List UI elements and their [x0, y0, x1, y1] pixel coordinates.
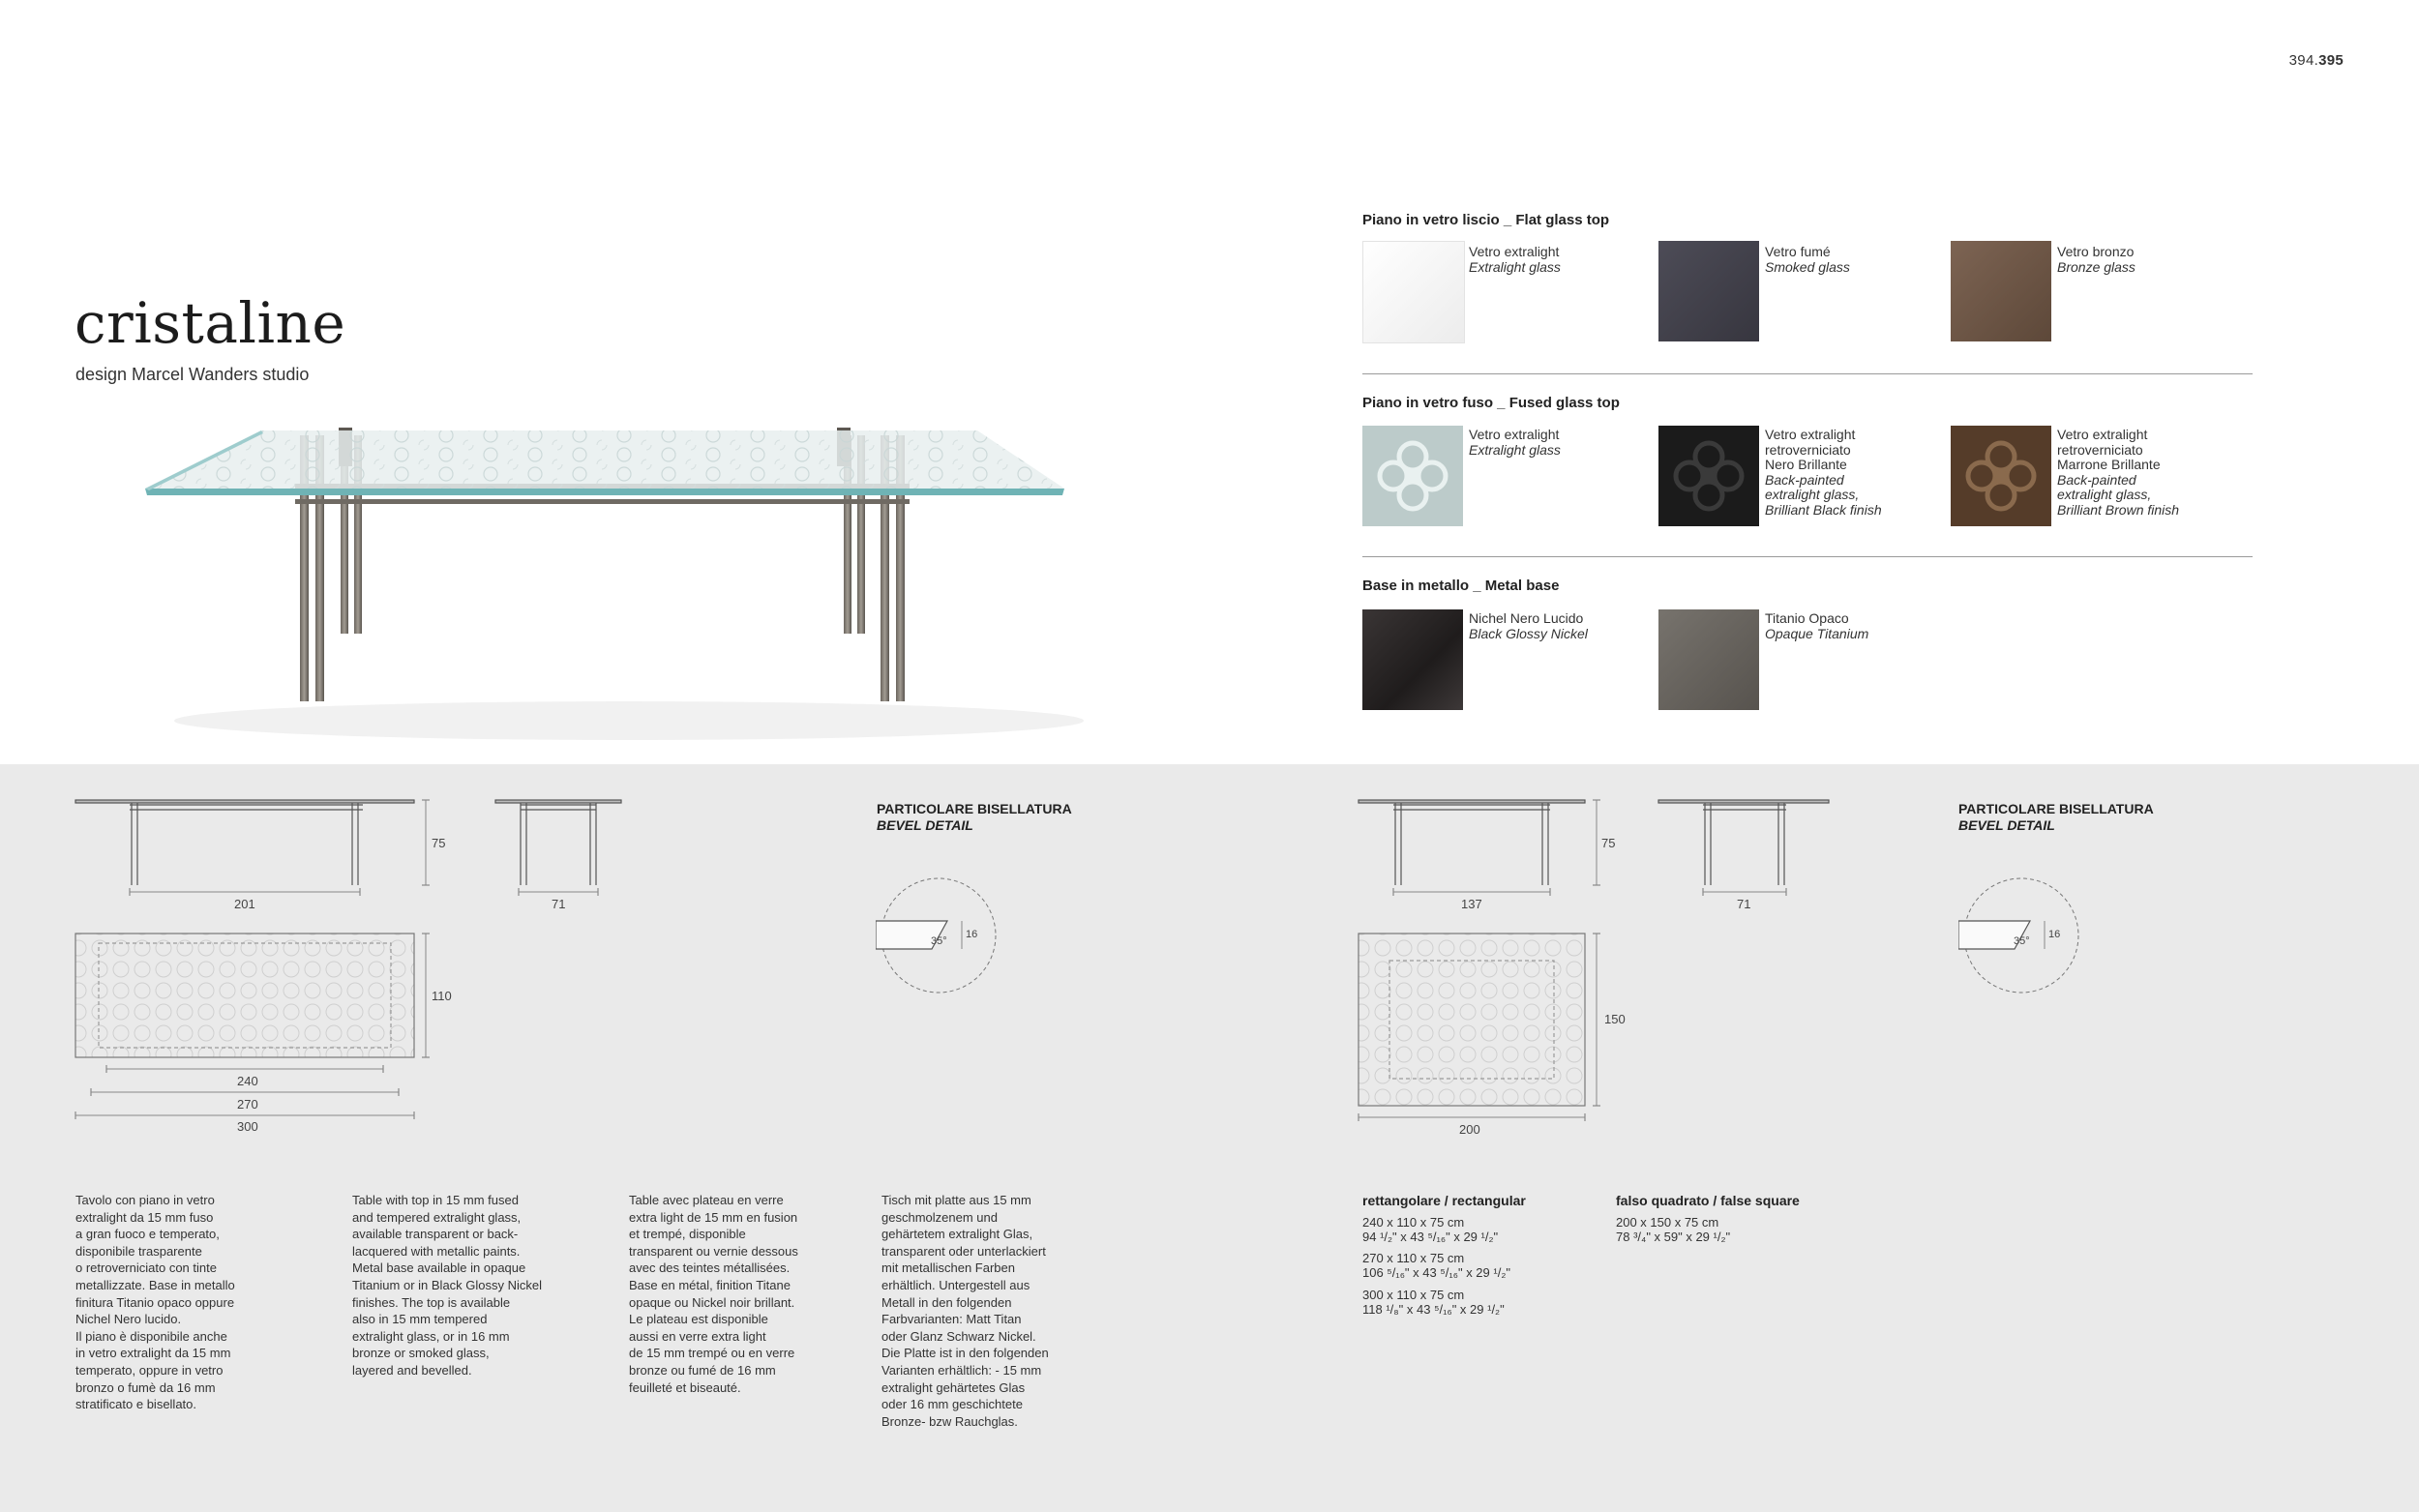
table-product-image: [68, 174, 1161, 755]
size-row: 240 x 110 x 75 cm 94 ¹/₂" x 43 ⁵/₁₆" x 29 ¹/₂": [1362, 1215, 1499, 1244]
swatch-label: Vetro fumé Smoked glass: [1765, 244, 1850, 275]
swatch-black-glossy-nickel: [1362, 609, 1463, 710]
swatch-label: Vetro extralight retroverniciato Nero Brillante Back-painted extralight glass, Brilliant Black finish: [1765, 427, 1882, 518]
flat-glass-title: Piano in vetro liscio _ Flat glass top: [1362, 212, 1610, 228]
swatch-label: Vetro extralight retroverniciato Marrone Brillante Back-painted extralight glass, Brilliant Brown finish: [2057, 427, 2180, 518]
product-name: cristaline: [75, 290, 346, 356]
swatch-label: Vetro extralight Extralight glass: [1469, 244, 1561, 275]
swatch-bronze-glass: [1951, 241, 2051, 341]
bevel-detail-title: PARTICOLARE BISELLATURA BEVEL DETAIL: [1958, 801, 2154, 833]
description-french: Table avec plateau en verre extra light de 15 mm en fusion et trempé, disponible transparent ou vernie dessous avec des teintes métallisées. Base en métal, finition Titane opaque ou Nickel noir brillant. Le plateau est disponible aussi en verre extra light de 15 mm trempé ou en verre bronze ou fumé de 16 mm feuilleté et biseauté.: [629, 1193, 798, 1395]
metal-base-title: Base in metallo _ Metal base: [1362, 578, 1560, 594]
designer-credit: design Marcel Wanders studio: [75, 365, 310, 384]
swatch-smoked-glass: [1658, 241, 1759, 341]
swatch-fused-brilliant-brown: [1951, 426, 2051, 526]
dim-end-width: 71: [552, 897, 566, 911]
fused-glass-title: Piano in vetro fuso _ Fused glass top: [1362, 395, 1620, 411]
bevel-thickness: 16: [2048, 929, 2061, 940]
dim-end-width: 71: [1737, 897, 1751, 911]
dim-length-300: 300: [237, 1119, 258, 1134]
dim-height: 75: [1601, 836, 1616, 850]
dim-length-270: 270: [237, 1097, 258, 1112]
bevel-thickness: 16: [966, 929, 978, 940]
size-square-title: falso quadrato / false square: [1616, 1193, 1800, 1208]
size-rect-title: rettangolare / rectangular: [1362, 1193, 1526, 1208]
bevel-detail-title: PARTICOLARE BISELLATURA BEVEL DETAIL: [877, 801, 1072, 833]
false-square-table-drawing: [1351, 788, 2028, 1137]
description-german: Tisch mit platte aus 15 mm geschmolzenem und gehärtetem extralight Glas, transparent oder unterlackiert mit metallischen Farben erhältlich. Untergestell aus Metall in den folgenden Farbvarianten: Matt Titan oder Glanz Schwarz Nickel. Die Platte ist in den folgenden Varianten erhältlich: - 15 mm extralight gehärtetes Glas oder 16 mm geschichtete Bronze- bzw Rauchglas.: [881, 1193, 1049, 1429]
bevel-angle: 35°: [931, 935, 947, 947]
divider: [1362, 556, 2253, 557]
dim-top-depth: 150: [1604, 1012, 1626, 1026]
size-row: 200 x 150 x 75 cm 78 ³/₄" x 59" x 29 ¹/₂": [1616, 1215, 1731, 1244]
dim-side-width: 201: [234, 897, 255, 911]
swatch-fused-extralight: [1362, 426, 1463, 526]
dim-top-depth: 110: [432, 989, 452, 1003]
swatch-label: Nichel Nero Lucido Black Glossy Nickel: [1469, 610, 1588, 641]
swatch-extralight-glass: [1362, 241, 1465, 343]
size-row: 270 x 110 x 75 cm 106 ⁵/₁₆" x 43 ⁵/₁₆" x 29 ¹/₂": [1362, 1251, 1510, 1280]
swatch-label: Titanio Opaco Opaque Titanium: [1765, 610, 1869, 641]
description-italian: Tavolo con piano in vetro extralight da 15 mm fuso a gran fuoco e temperato, disponibile trasparente o retroverniciato con tinte metallizzate. Base in metallo finitura Titanio opaco oppure Nichel Nero lucido. Il piano è disponibile anche in vetro extralight da 15 mm temperato, oppure in vetro bronzo o fumè da 16 mm stratificato e bisellato.: [75, 1193, 235, 1412]
swatch-label: Vetro extralight Extralight glass: [1469, 427, 1561, 458]
dim-length-200: 200: [1459, 1122, 1480, 1137]
dim-side-width: 137: [1461, 897, 1482, 911]
size-row: 300 x 110 x 75 cm 118 ¹/₈" x 43 ⁵/₁₆" x 29 ¹/₂": [1362, 1288, 1505, 1317]
divider: [1362, 373, 2253, 374]
bevel-angle: 35°: [2014, 935, 2030, 947]
dim-length-240: 240: [237, 1074, 258, 1088]
description-english: Table with top in 15 mm fused and tempered extralight glass, available transparent or back- lacquered with metallic paints. Metal base available in opaque Titanium or in Black Glossy Nickel finishes. The top is available also in 15 mm tempered extralight glass, or in 16 mm bronze or smoked glass, layered and bevelled.: [352, 1193, 543, 1378]
swatch-fused-brilliant-black: [1658, 426, 1759, 526]
rectangular-table-drawing: [68, 788, 648, 1137]
swatch-opaque-titanium: [1658, 609, 1759, 710]
dim-height: 75: [432, 836, 446, 850]
swatch-label: Vetro bronzo Bronze glass: [2057, 244, 2135, 275]
page-number: 394.395: [2288, 52, 2344, 69]
